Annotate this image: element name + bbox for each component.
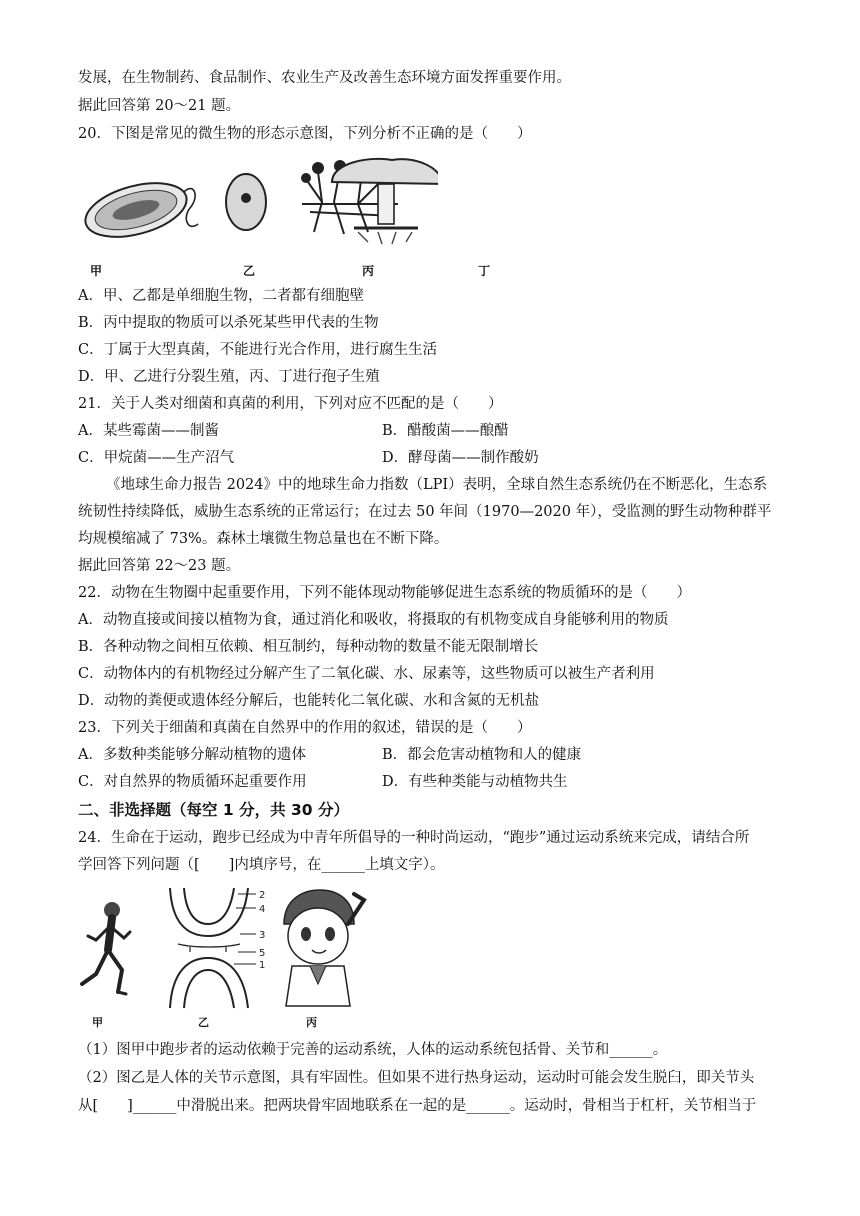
q21-option-a: A．某些霉菌——制酱	[78, 423, 219, 439]
q21-option-d: D．酵母菌——制作酸奶	[382, 450, 539, 466]
q21-option-c: C．甲烷菌——生产沼气	[78, 450, 235, 466]
joint-number-labels	[259, 890, 265, 971]
q23-row-1	[78, 745, 798, 765]
q21-option-b: B．醋酸菌——酿醋	[382, 423, 509, 439]
q22-option-c: C．动物体内的有机物经过分解产生了二氧化碳、水、尿素等，这些物质可以被生产者利用	[78, 666, 655, 682]
passage2-line-1: 《地球生命力报告 2024》中的地球生命力指数（LPI）表明，全球自然生态系统仍在不断恶化，生态系	[106, 477, 768, 493]
bacterium-illustration	[80, 173, 198, 246]
passage2-line-3: 均规模缩减了 73%。森林土壤微生物总量也在不断下降。	[78, 531, 449, 547]
q20-stem: 20．下图是常见的微生物的形态示意图，下列分析不正确的是（ ）	[78, 126, 532, 142]
figure-label-yi-2: 乙	[198, 1016, 209, 1029]
joint-label-2: 2	[259, 890, 266, 901]
q21-stem: 21．关于人类对细菌和真菌的利用，下列对应不匹配的是（ ）	[78, 396, 503, 412]
passage2-line-2: 统韧性持续降低，威胁生态系统的正常运行；在过去 50 年间（1970—2020 年），受监测的野生动物种群平	[78, 504, 772, 520]
q23-row-2	[78, 772, 798, 792]
mushroom-illustration	[332, 159, 438, 244]
joint-diagram	[170, 888, 256, 1008]
figure-label-ding: 丁	[478, 264, 491, 278]
q24-sub2-line-2: 从[ ]______中滑脱出来。把两块骨牢固地联系在一起的是______。运动时，骨相当于杠杆，关节相当于	[78, 1098, 757, 1114]
intro-line-1: 发展，在生物制药、食品制作、农业生产及改善生态环境方面发挥重要作用。	[78, 70, 571, 86]
microbe-figure	[78, 152, 438, 282]
intro-line-2: 据此回答第 20～21 题。	[78, 98, 241, 114]
joint-label-3: 3	[259, 930, 266, 941]
q22-stem: 22．动物在生物圈中起重要作用，下列不能体现动物能够促进生态系统的物质循环的是（ ）	[78, 585, 691, 601]
figure-label-bing: 丙	[362, 264, 375, 278]
q23-option-b: B．都会危害动植物和人的健康	[382, 747, 582, 763]
saluting-boy-illustration	[284, 890, 364, 1006]
q24-sub2-line-1: （2）图乙是人体的关节示意图，具有牢固性。但如果不进行热身运动，运动时可能会发生脱臼，即关节头	[78, 1070, 755, 1086]
q21-row-2	[78, 448, 798, 468]
q20-option-d: D．甲、乙进行分裂生殖，丙、丁进行孢子生殖	[78, 369, 380, 385]
figure-label-yi: 乙	[243, 264, 256, 278]
q22-option-b: B．各种动物之间相互依赖、相互制约，每种动物的数量不能无限制增长	[78, 639, 539, 655]
q21-row-1	[78, 421, 798, 441]
figure-label-jia: 甲	[90, 264, 103, 278]
q24-sub1: （1）图甲中跑步者的运动依赖于完善的运动系统，人体的运动系统包括骨、关节和______。	[78, 1042, 668, 1058]
joint-label-4: 4	[259, 904, 266, 915]
q24-stem-line-2: 学回答下列问题（[ ]内填序号，在______上填文字）。	[78, 857, 445, 873]
q23-option-c: C．对自然界的物质循环起重要作用	[78, 774, 307, 790]
exercise-figure	[78, 884, 368, 1014]
passage2-line-4: 据此回答第 22～23 题。	[78, 558, 241, 574]
q23-stem: 23．下列关于细菌和真菌在自然界中的作用的叙述，错误的是（ ）	[78, 720, 532, 736]
q22-option-a: A．动物直接或间接以植物为食，通过消化和吸收，将摄取的有机物变成自身能够利用的物质	[78, 612, 669, 628]
q20-option-b: B．丙中提取的物质可以杀死某些甲代表的生物	[78, 315, 379, 331]
figure-label-jia-2: 甲	[92, 1016, 103, 1029]
section-heading: 二、非选择题（每空 1 分，共 30 分）	[78, 801, 349, 819]
q20-option-c: C．丁属于大型真菌，不能进行光合作用，进行腐生生活	[78, 342, 438, 358]
q20-option-a: A．甲、乙都是单细胞生物，二者都有细胞壁	[78, 288, 364, 304]
q22-option-d: D．动物的粪便或遗体经分解后，也能转化二氧化碳、水和含氮的无机盐	[78, 693, 540, 709]
q24-stem-line-1: 24．生命在于运动，跑步已经成为中青年所倡导的一种时尚运动，“跑步”通过运动系统来完成，请结合所	[78, 830, 750, 846]
joint-label-1: 1	[259, 960, 266, 971]
joint-label-5: 5	[259, 948, 266, 959]
q23-option-d: D．有些种类能与动植物共生	[382, 774, 568, 790]
q23-option-a: A．多数种类能够分解动植物的遗体	[78, 747, 306, 763]
runner-illustration	[82, 902, 130, 994]
yeast-illustration	[226, 174, 266, 230]
figure-label-bing-2: 丙	[306, 1016, 317, 1029]
